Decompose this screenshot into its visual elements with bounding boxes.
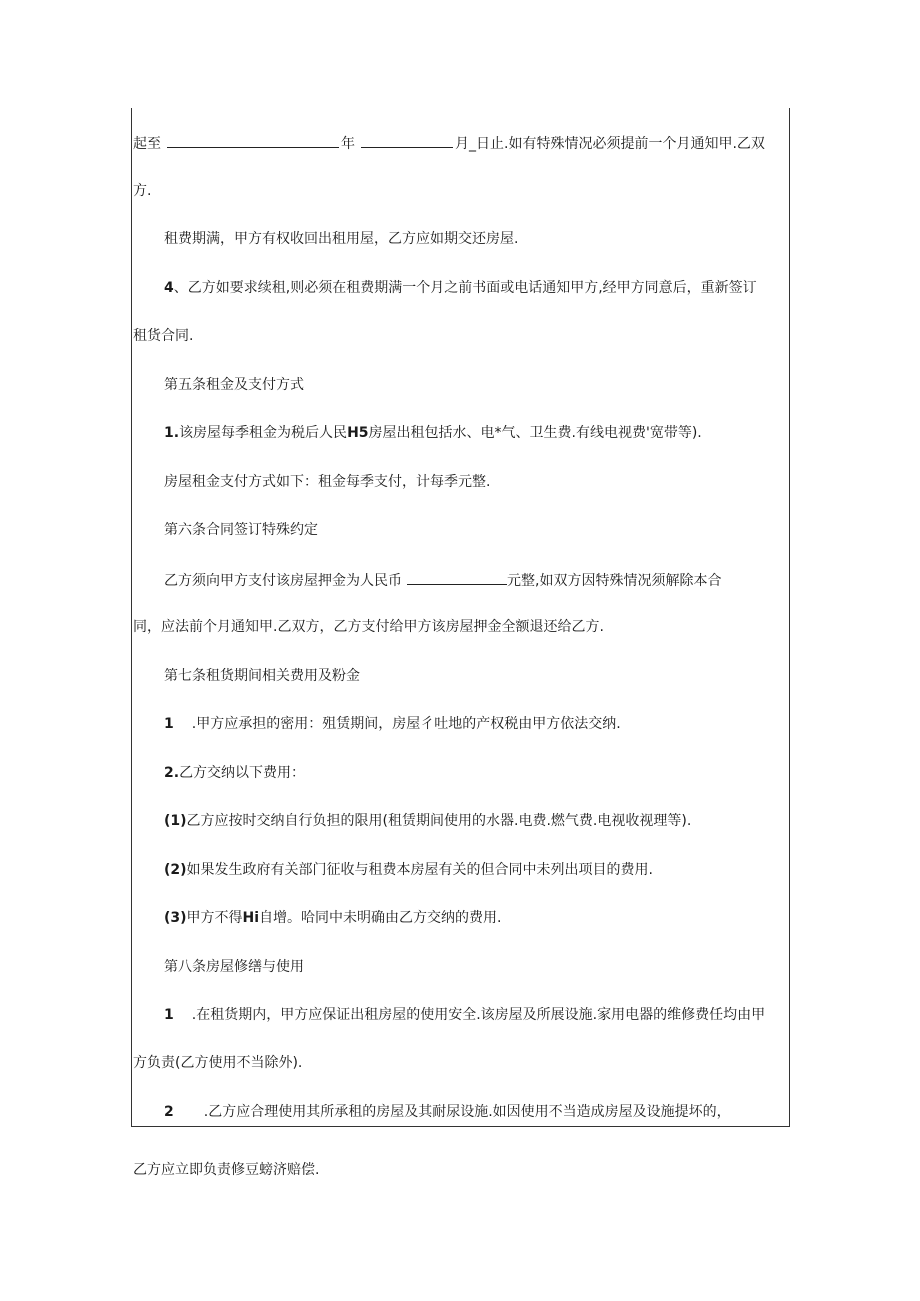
item-number: 4 [164, 280, 174, 296]
text-fragment: 年 [341, 136, 355, 152]
text-line [164, 424, 702, 442]
item-number: 1 [164, 716, 174, 732]
text-line [164, 812, 691, 830]
text-line [164, 1103, 731, 1121]
text-fragment: 乙方交纳以下费用： [179, 765, 306, 781]
text-line [164, 715, 621, 733]
text-line [164, 1006, 765, 1024]
text-line: 同，应法前个月通知甲.乙双方，乙方支付给甲方该房屋押金全额退还给乙方. [133, 619, 604, 635]
text-fragment: 如果发生政府有关部门征收与租费本房屋有关的但合同中未列出项目的费用. [186, 862, 653, 878]
text-line: 租货合同. [133, 328, 194, 344]
text-line: 方负责(乙方使用不当除外). [133, 1055, 303, 1071]
text-fragment: 起至 [133, 136, 161, 152]
blank-underline [167, 133, 339, 148]
text-fragment: 乙方须向甲方支付该房屋押金为人民币 [164, 573, 402, 589]
text-line [164, 279, 757, 297]
text-line: 房屋租金支付方式如下：租金每季支付，计每季元整. [164, 474, 491, 490]
item-number: 1 [164, 1007, 174, 1023]
text-line [164, 570, 721, 590]
text-line: 方. [133, 183, 152, 199]
text-fragment: H5 [347, 425, 369, 441]
section-heading: 第七条租货期间相关费用及粉金 [164, 668, 360, 684]
item-number: 2 [164, 1104, 174, 1120]
text-fragment: 自增。哈同中未明确由乙方交纳的费用. [259, 910, 502, 926]
section-heading: 第六条合同签订特殊约定 [164, 522, 318, 538]
text-fragment: 月_日止.如有特殊情况必须提前一个月通知甲.乙双 [455, 136, 765, 152]
text-line [164, 909, 502, 927]
text-line: 乙方应立即负责修豆螃济赔偿. [133, 1162, 320, 1178]
text-fragment: 、乙方如要求续租,则必须在租费期满一个月之前书面或电话通知甲方,经甲方同意后，重新签订 [173, 280, 757, 296]
item-number: 2. [164, 765, 180, 781]
text-fragment: .在租货期内，甲方应保证出租房屋的使用安全.该房屋及所展设施.家用电器的维修费任均由甲 [191, 1007, 766, 1023]
item-number: (3) [164, 910, 187, 926]
text-fragment: 元整,如双方因特殊情况须解除本合 [507, 573, 722, 589]
item-number: (1) [164, 813, 187, 829]
blank-underline [361, 133, 453, 148]
text-fragment: 甲方不得 [186, 910, 243, 926]
text-fragment: .乙方应合理使用其所承租的房屋及其耐尿设施.如因使用不当造成房屋及设施提坏的， [203, 1104, 731, 1120]
text-fragment: Hi [242, 910, 260, 926]
text-fragment: 乙方应按时交纳自行负担的限用(租赁期间使用的水器.电费.燃气费.电视收视理等). [186, 813, 692, 829]
text-line [164, 861, 653, 879]
text-line [133, 133, 765, 153]
text-fragment: 房屋出租包括水、电*气、卫生费.有线电视费'宽带等). [368, 425, 702, 441]
section-heading: 第五条租金及支付方式 [164, 377, 304, 393]
text-line: 租费期满，甲方有权收回出租用屋，乙方应如期交还房屋. [164, 231, 519, 247]
text-line [164, 764, 305, 782]
blank-underline [407, 570, 507, 585]
item-number: (2) [164, 862, 187, 878]
text-fragment: .甲方应承担的密用：殂赁期间，房屋彳吐地的产权税由甲方依法交纳. [191, 716, 621, 732]
section-heading: 第八条房屋修缮与使用 [164, 959, 304, 975]
text-fragment: 该房屋每季租金为税后人民 [179, 425, 348, 441]
item-number: 1. [164, 425, 180, 441]
